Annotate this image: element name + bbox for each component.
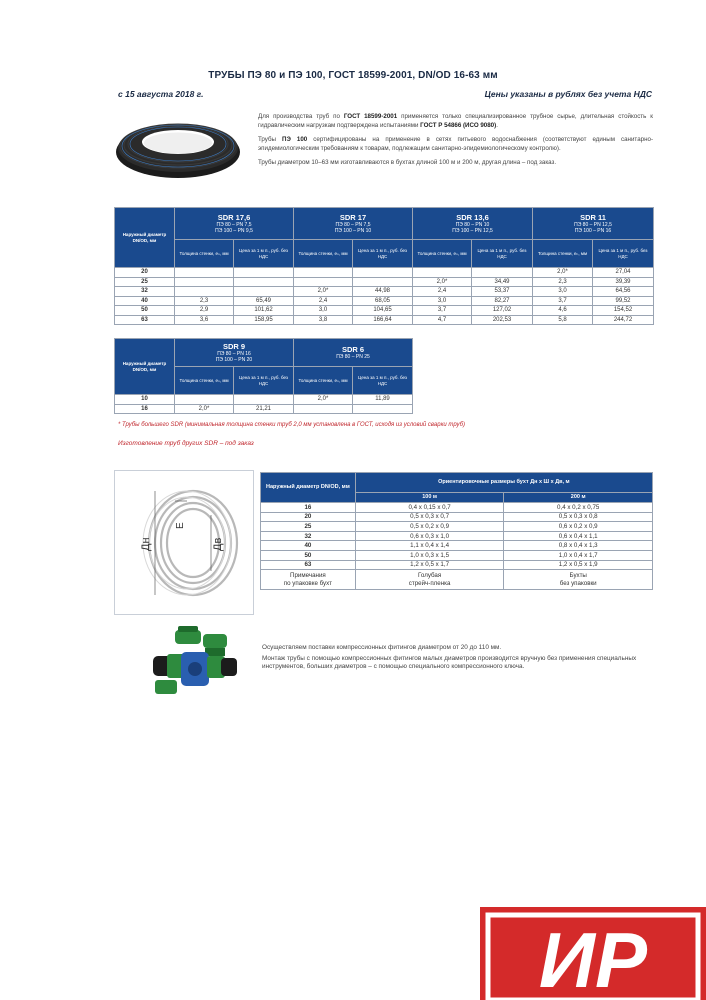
thickness-cell: 3,7 [413, 306, 472, 316]
thickness-cell: 4,7 [413, 315, 472, 325]
coil-100m-cell: 0,5 х 0,3 х 0,7 [355, 512, 504, 522]
sdr-group-header: SDR 6 ПЭ 80 – PN 25 [294, 339, 413, 367]
coil-dn-cell: 16 [261, 503, 356, 513]
packing-200m: Бухты без упаковки [504, 570, 653, 590]
price-cell: 39,39 [593, 277, 654, 287]
price-cell: 202,53 [472, 315, 533, 325]
price-cell: 44,98 [353, 287, 413, 297]
thickness-cell: 3,6 [175, 315, 234, 325]
pipe-coil-photo [114, 112, 242, 180]
fittings-paragraph-2: Монтаж трубы с помощью компрессионных фитингов малых диаметров производится вручную без применения специальных инструментов, больших диаметров – с помощью специального компрессионного ключа. [262, 654, 637, 671]
coil-200m-cell: 0,6 х 0,2 х 0,9 [504, 522, 653, 532]
price-cell [353, 277, 413, 287]
thickness-cell: 3,0 [413, 296, 472, 306]
thickness-cell [175, 395, 234, 405]
price-cell [234, 287, 294, 297]
coil-100m-cell: 0,5 х 0,2 х 0,9 [355, 522, 504, 532]
table-row [261, 531, 653, 541]
table-row [261, 550, 653, 560]
table-row [115, 287, 654, 297]
thickness-cell: 2,0* [533, 268, 593, 278]
thickness-column-header: Толщина стенки, eₙ, мм [175, 240, 234, 268]
price-cell: 166,64 [353, 315, 413, 325]
dn-cell: 10 [115, 395, 175, 405]
dn-column-header: Наружный диаметр DN/OD, мм [115, 339, 175, 395]
price-cell [353, 268, 413, 278]
table-row [115, 395, 413, 405]
table-row [115, 404, 413, 414]
thickness-cell [294, 277, 353, 287]
prices-note: Цены указаны в рублях без учета НДС [484, 89, 652, 99]
price-cell [234, 268, 294, 278]
coil-200m-cell: 0,6 х 0,4 х 1,1 [504, 531, 653, 541]
sdr-price-table-2 [114, 338, 413, 414]
intro-paragraph-3: Трубы диаметром 10–63 мм изготавливаются в бухтах длиной 100 м и 200 м, другая длина – под заказ. [258, 159, 557, 167]
intro-text [258, 113, 653, 174]
coil-dn-header: Наружный диаметр DN/OD, мм [261, 473, 356, 503]
thickness-cell: 2,0* [413, 277, 472, 287]
coil-label-e: Е [175, 522, 186, 529]
coil-200m-cell: 0,8 х 0,4 х 1,3 [504, 541, 653, 551]
table-row [261, 503, 653, 513]
thickness-cell: 4,6 [533, 306, 593, 316]
thickness-cell [175, 268, 234, 278]
price-cell: 21,21 [234, 404, 294, 414]
dn-cell: 25 [115, 277, 175, 287]
thickness-cell [413, 268, 472, 278]
coil-dn-cell: 20 [261, 512, 356, 522]
thickness-column-header: Толщина стенки, eₙ, мм [294, 240, 353, 268]
thickness-cell: 2,9 [175, 306, 234, 316]
price-column-header: Цена за 1 м п., руб. без НДС [353, 240, 413, 268]
sdr-group-header: SDR 17 ПЭ 80 – PN 7,5 ПЭ 100 – PN 10 [294, 208, 413, 240]
thickness-cell: 2,4 [294, 296, 353, 306]
fittings-text [262, 644, 654, 674]
coil-drawing [115, 471, 255, 616]
table-row [115, 315, 654, 325]
coil-packing-row [261, 570, 653, 590]
coil-size-header: Ориентировочные размеры бухт Дн х Ш х Дв, м [355, 473, 652, 493]
thickness-cell: 2,0* [175, 404, 234, 414]
thickness-cell: 2,3 [175, 296, 234, 306]
dn-cell: 16 [115, 404, 175, 414]
price-cell [472, 268, 533, 278]
price-cell: 244,72 [593, 315, 654, 325]
thickness-column-header: Толщина стенки, eₙ, мм [533, 240, 593, 268]
coil-100m-cell: 1,2 х 0,5 х 1,7 [355, 560, 504, 570]
price-cell: 99,52 [593, 296, 654, 306]
table-row [261, 560, 653, 570]
coil-200m-cell: 1,0 х 0,4 х 1,7 [504, 550, 653, 560]
thickness-cell: 3,0 [294, 306, 353, 316]
thickness-cell [175, 277, 234, 287]
sdr-group-header: SDR 11 ПЭ 80 – PN 12,5 ПЭ 100 – PN 16 [533, 208, 654, 240]
coil-200m-cell: 0,5 х 0,3 х 0,8 [504, 512, 653, 522]
coil-100m-cell: 0,6 х 0,3 х 1,0 [355, 531, 504, 541]
thickness-cell: 3,8 [294, 315, 353, 325]
coil-dn-cell: 50 [261, 550, 356, 560]
coil-label-dn: Дн [140, 537, 152, 551]
footnote-sdr: * Трубы большего SDR (минимальная толщина стенки труб 2,0 мм установлена в ГОСТ, исходя из условий сварки труб) [118, 422, 465, 428]
price-cell [234, 277, 294, 287]
sdr-price-table-1 [114, 207, 654, 325]
coil-size-table [260, 472, 653, 590]
coil-100m-cell: 1,1 х 0,4 х 1,4 [355, 541, 504, 551]
intro-paragraph-2: Трубы ПЭ 100 сертифицированы на применение в сетях питьевого водоснабжения (соответствуют единым санитарно-эпидемиологическим требованиям к товарам, подлежащим санитарно-эпидемиологическому контролю). [258, 136, 653, 152]
price-cell: 27,04 [593, 268, 654, 278]
thickness-cell: 2,3 [533, 277, 593, 287]
coil-200m-cell: 1,2 х 0,5 х 1,9 [504, 560, 653, 570]
custom-sdr-note: Изготовление труб других SDR – под заказ [118, 440, 254, 447]
price-cell: 64,56 [593, 287, 654, 297]
dn-cell: 63 [115, 315, 175, 325]
thickness-column-header: Толщина стенки, eₙ, мм [413, 240, 472, 268]
thickness-cell: 3,0 [533, 287, 593, 297]
sdr-group-header: SDR 17,6 ПЭ 80 – PN 7,5 ПЭ 100 – PN 9,5 [175, 208, 294, 240]
price-column-header: Цена за 1 м п., руб. без НДС [353, 367, 413, 395]
price-column-header: Цена за 1 м п., руб. без НДС [472, 240, 533, 268]
page-title: ТРУБЫ ПЭ 80 и ПЭ 100, ГОСТ 18599-2001, DN/OD 16-63 мм [208, 70, 498, 81]
coil-diagram [114, 470, 254, 615]
dn-cell: 50 [115, 306, 175, 316]
dn-cell: 40 [115, 296, 175, 306]
thickness-column-header: Толщина стенки, eₙ, мм [294, 367, 353, 395]
intro-paragraph-1: Для производства труб по ГОСТ 18599-2001 применяется только специализированное трубное сырье, длительная стойкость к гидравлическим нагрузкам подтверждена испытаниями ГОСТ Р 54866 (ИСО 9080). [258, 113, 653, 129]
thickness-cell: 2,4 [413, 287, 472, 297]
table-row [115, 277, 654, 287]
price-cell: 101,62 [234, 306, 294, 316]
table-row [115, 268, 654, 278]
sdr-group-header: SDR 13,6 ПЭ 80 – PN 10 ПЭ 100 – PN 12,5 [413, 208, 533, 240]
price-cell: 158,95 [234, 315, 294, 325]
thickness-cell [175, 287, 234, 297]
coil-100m-header: 100 м [355, 493, 504, 503]
table-row [115, 296, 654, 306]
price-column-header: Цена за 1 м п., руб. без НДС [593, 240, 654, 268]
table-row [261, 522, 653, 532]
thickness-cell: 2,0* [294, 287, 353, 297]
compression-fittings-photo [145, 622, 245, 702]
price-cell [234, 395, 294, 405]
sdr-group-header: SDR 9 ПЭ 80 – PN 16 ПЭ 100 – PN 20 [175, 339, 294, 367]
price-cell [353, 404, 413, 414]
price-cell: 127,02 [472, 306, 533, 316]
price-column-header: Цена за 1 м п., руб. без НДС [234, 240, 294, 268]
dn-cell: 20 [115, 268, 175, 278]
coil-dn-cell: 25 [261, 522, 356, 532]
thickness-cell [294, 404, 353, 414]
effective-date: с 15 августа 2018 г. [118, 89, 204, 99]
price-column-header: Цена за 1 м п., руб. без НДС [234, 367, 294, 395]
dn-cell: 32 [115, 287, 175, 297]
packing-100m: Голубая стрейч-пленка [355, 570, 504, 590]
coil-label-dv: Дв [212, 537, 224, 551]
coil-200m-header: 200 м [504, 493, 653, 503]
coil-dn-cell: 32 [261, 531, 356, 541]
thickness-cell: 5,8 [533, 315, 593, 325]
price-cell: 11,89 [353, 395, 413, 405]
price-cell: 104,65 [353, 306, 413, 316]
company-logo [462, 905, 706, 1000]
thickness-cell [294, 268, 353, 278]
price-cell: 34,49 [472, 277, 533, 287]
packing-label: Примечания по упаковке бухт [261, 570, 356, 590]
price-cell: 82,27 [472, 296, 533, 306]
thickness-column-header: Толщина стенки, eₙ, мм [175, 367, 234, 395]
thickness-cell: 2,0* [294, 395, 353, 405]
table-row [261, 512, 653, 522]
coil-100m-cell: 0,4 х 0,15 х 0,7 [355, 503, 504, 513]
thickness-cell: 3,7 [533, 296, 593, 306]
table-row [261, 541, 653, 551]
table-row [115, 306, 654, 316]
dn-column-header: Наружный диаметр DN/OD, мм [115, 208, 175, 268]
logo-text: ИР [538, 916, 648, 1000]
fittings-paragraph-1: Осуществляем поставки компрессионных фитингов диаметром от 20 до 110 мм. [262, 644, 502, 651]
coil-100m-cell: 1,0 х 0,3 х 1,5 [355, 550, 504, 560]
price-cell: 53,37 [472, 287, 533, 297]
price-cell: 65,49 [234, 296, 294, 306]
coil-dn-cell: 40 [261, 541, 356, 551]
coil-200m-cell: 0,4 х 0,2 х 0,75 [504, 503, 653, 513]
price-cell: 68,05 [353, 296, 413, 306]
date-prices-row [118, 89, 652, 99]
coil-dn-cell: 63 [261, 560, 356, 570]
price-cell: 154,52 [593, 306, 654, 316]
